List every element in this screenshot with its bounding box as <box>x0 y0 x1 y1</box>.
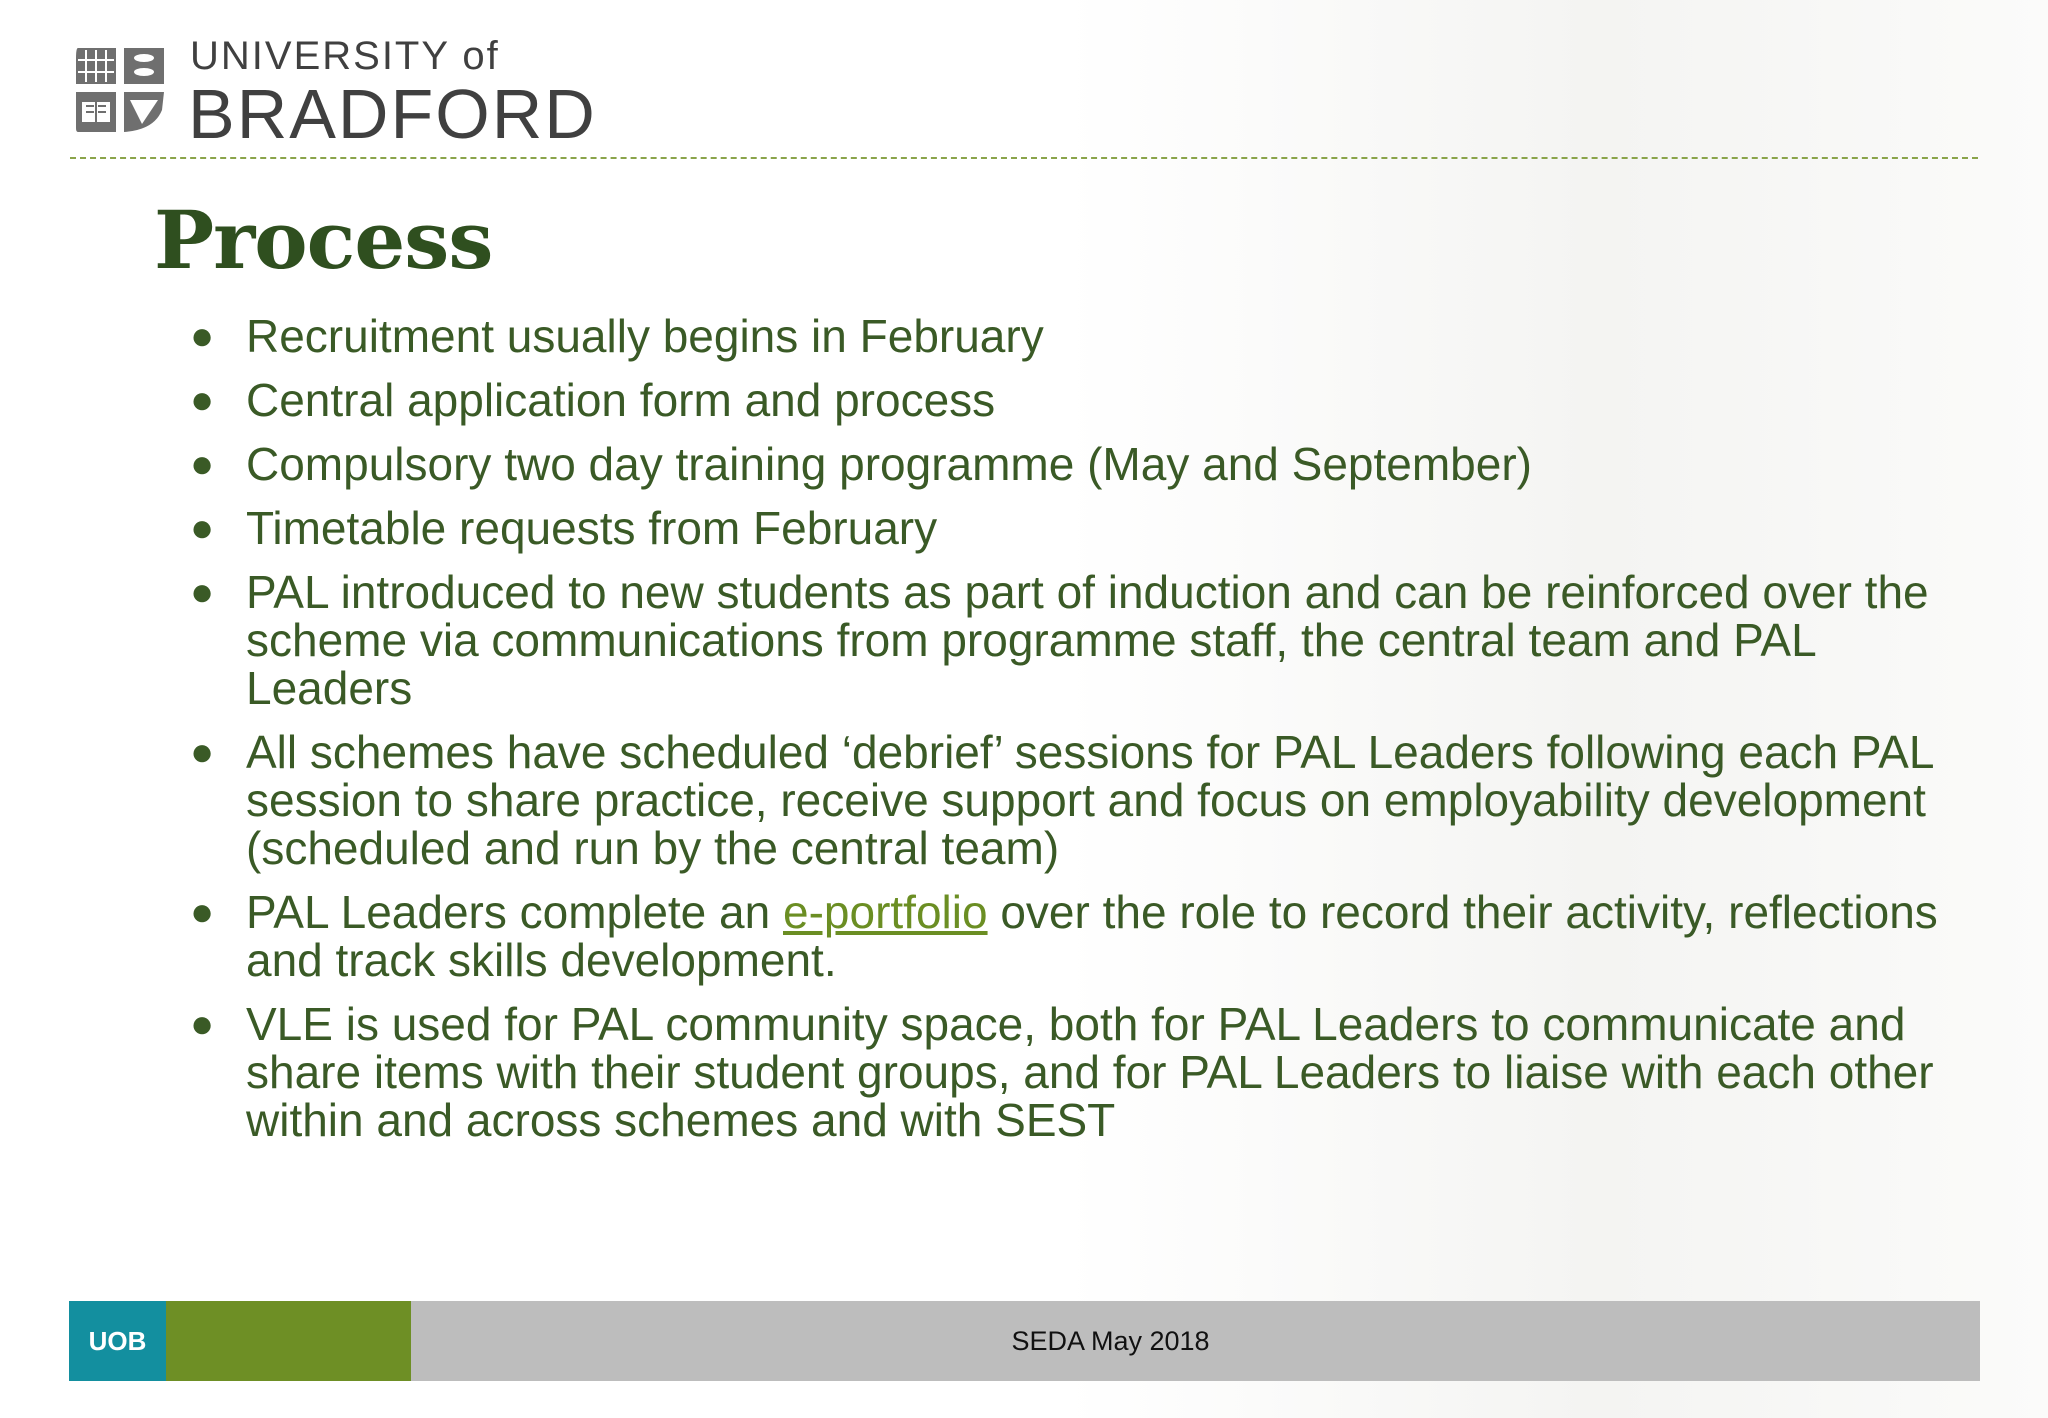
bullet-list <box>190 312 1950 1160</box>
bullet-text: All schemes have scheduled ‘debrief’ sessions for PAL Leaders following each PAL session to share practice, receive support and focus on employability development (scheduled and run by the central team) <box>246 726 1933 874</box>
bullet-text: VLE is used for PAL community space, both for PAL Leaders to communicate and share items with their student groups, and for PAL Leaders to liaise with each other within and across schemes and with SEST <box>246 998 1934 1146</box>
bullet-item <box>190 504 1950 552</box>
bullet-item <box>190 440 1950 488</box>
bullet-item <box>190 568 1950 712</box>
bullet-item <box>190 728 1950 872</box>
logo-text-bradford: BRADFORD <box>188 75 597 153</box>
bullet-item <box>190 376 1950 424</box>
university-crest-icon <box>72 40 168 136</box>
bullet-item <box>190 1000 1950 1144</box>
bullet-dot: ● <box>190 570 215 614</box>
footer-label: SEDA May 2018 <box>1011 1325 1210 1356</box>
bullet-dot: ● <box>190 1002 215 1046</box>
bullet-text-before-link: PAL Leaders complete an <box>246 886 783 938</box>
footer-uob-badge: UOB <box>69 1301 166 1381</box>
bullet-text: PAL introduced to new students as part of induction and can be reinforced over the scheme via communications from programme staff, the central team and PAL Leaders <box>246 566 1929 714</box>
bullet-text: Timetable requests from February <box>246 502 938 554</box>
logo-text-university-of: UNIVERSITY of <box>190 34 500 78</box>
university-logo <box>72 34 597 153</box>
bullet-text: Central application form and process <box>246 374 996 426</box>
header-divider <box>70 157 1978 159</box>
bullet-dot: ● <box>190 378 215 422</box>
bullet-dot: ● <box>190 442 215 486</box>
bullet-dot: ● <box>190 314 215 358</box>
bullet-dot: ● <box>190 506 215 550</box>
bullet-dot: ● <box>190 730 215 774</box>
bullet-item <box>190 312 1950 360</box>
bullet-dot: ● <box>190 890 215 934</box>
bullet-text: Compulsory two day training programme (May and September) <box>246 438 1532 490</box>
footer-bar <box>69 1301 1980 1381</box>
bullet-text-after-link: over the role to record their activity, reflections and track skills development. <box>246 886 1938 986</box>
footer-green-block <box>166 1301 411 1381</box>
e-portfolio-link[interactable]: e-portfolio <box>783 886 988 938</box>
bullet-text: Recruitment usually begins in February <box>246 310 1044 362</box>
slide-title: Process <box>154 193 493 287</box>
bullet-item <box>190 888 1950 984</box>
